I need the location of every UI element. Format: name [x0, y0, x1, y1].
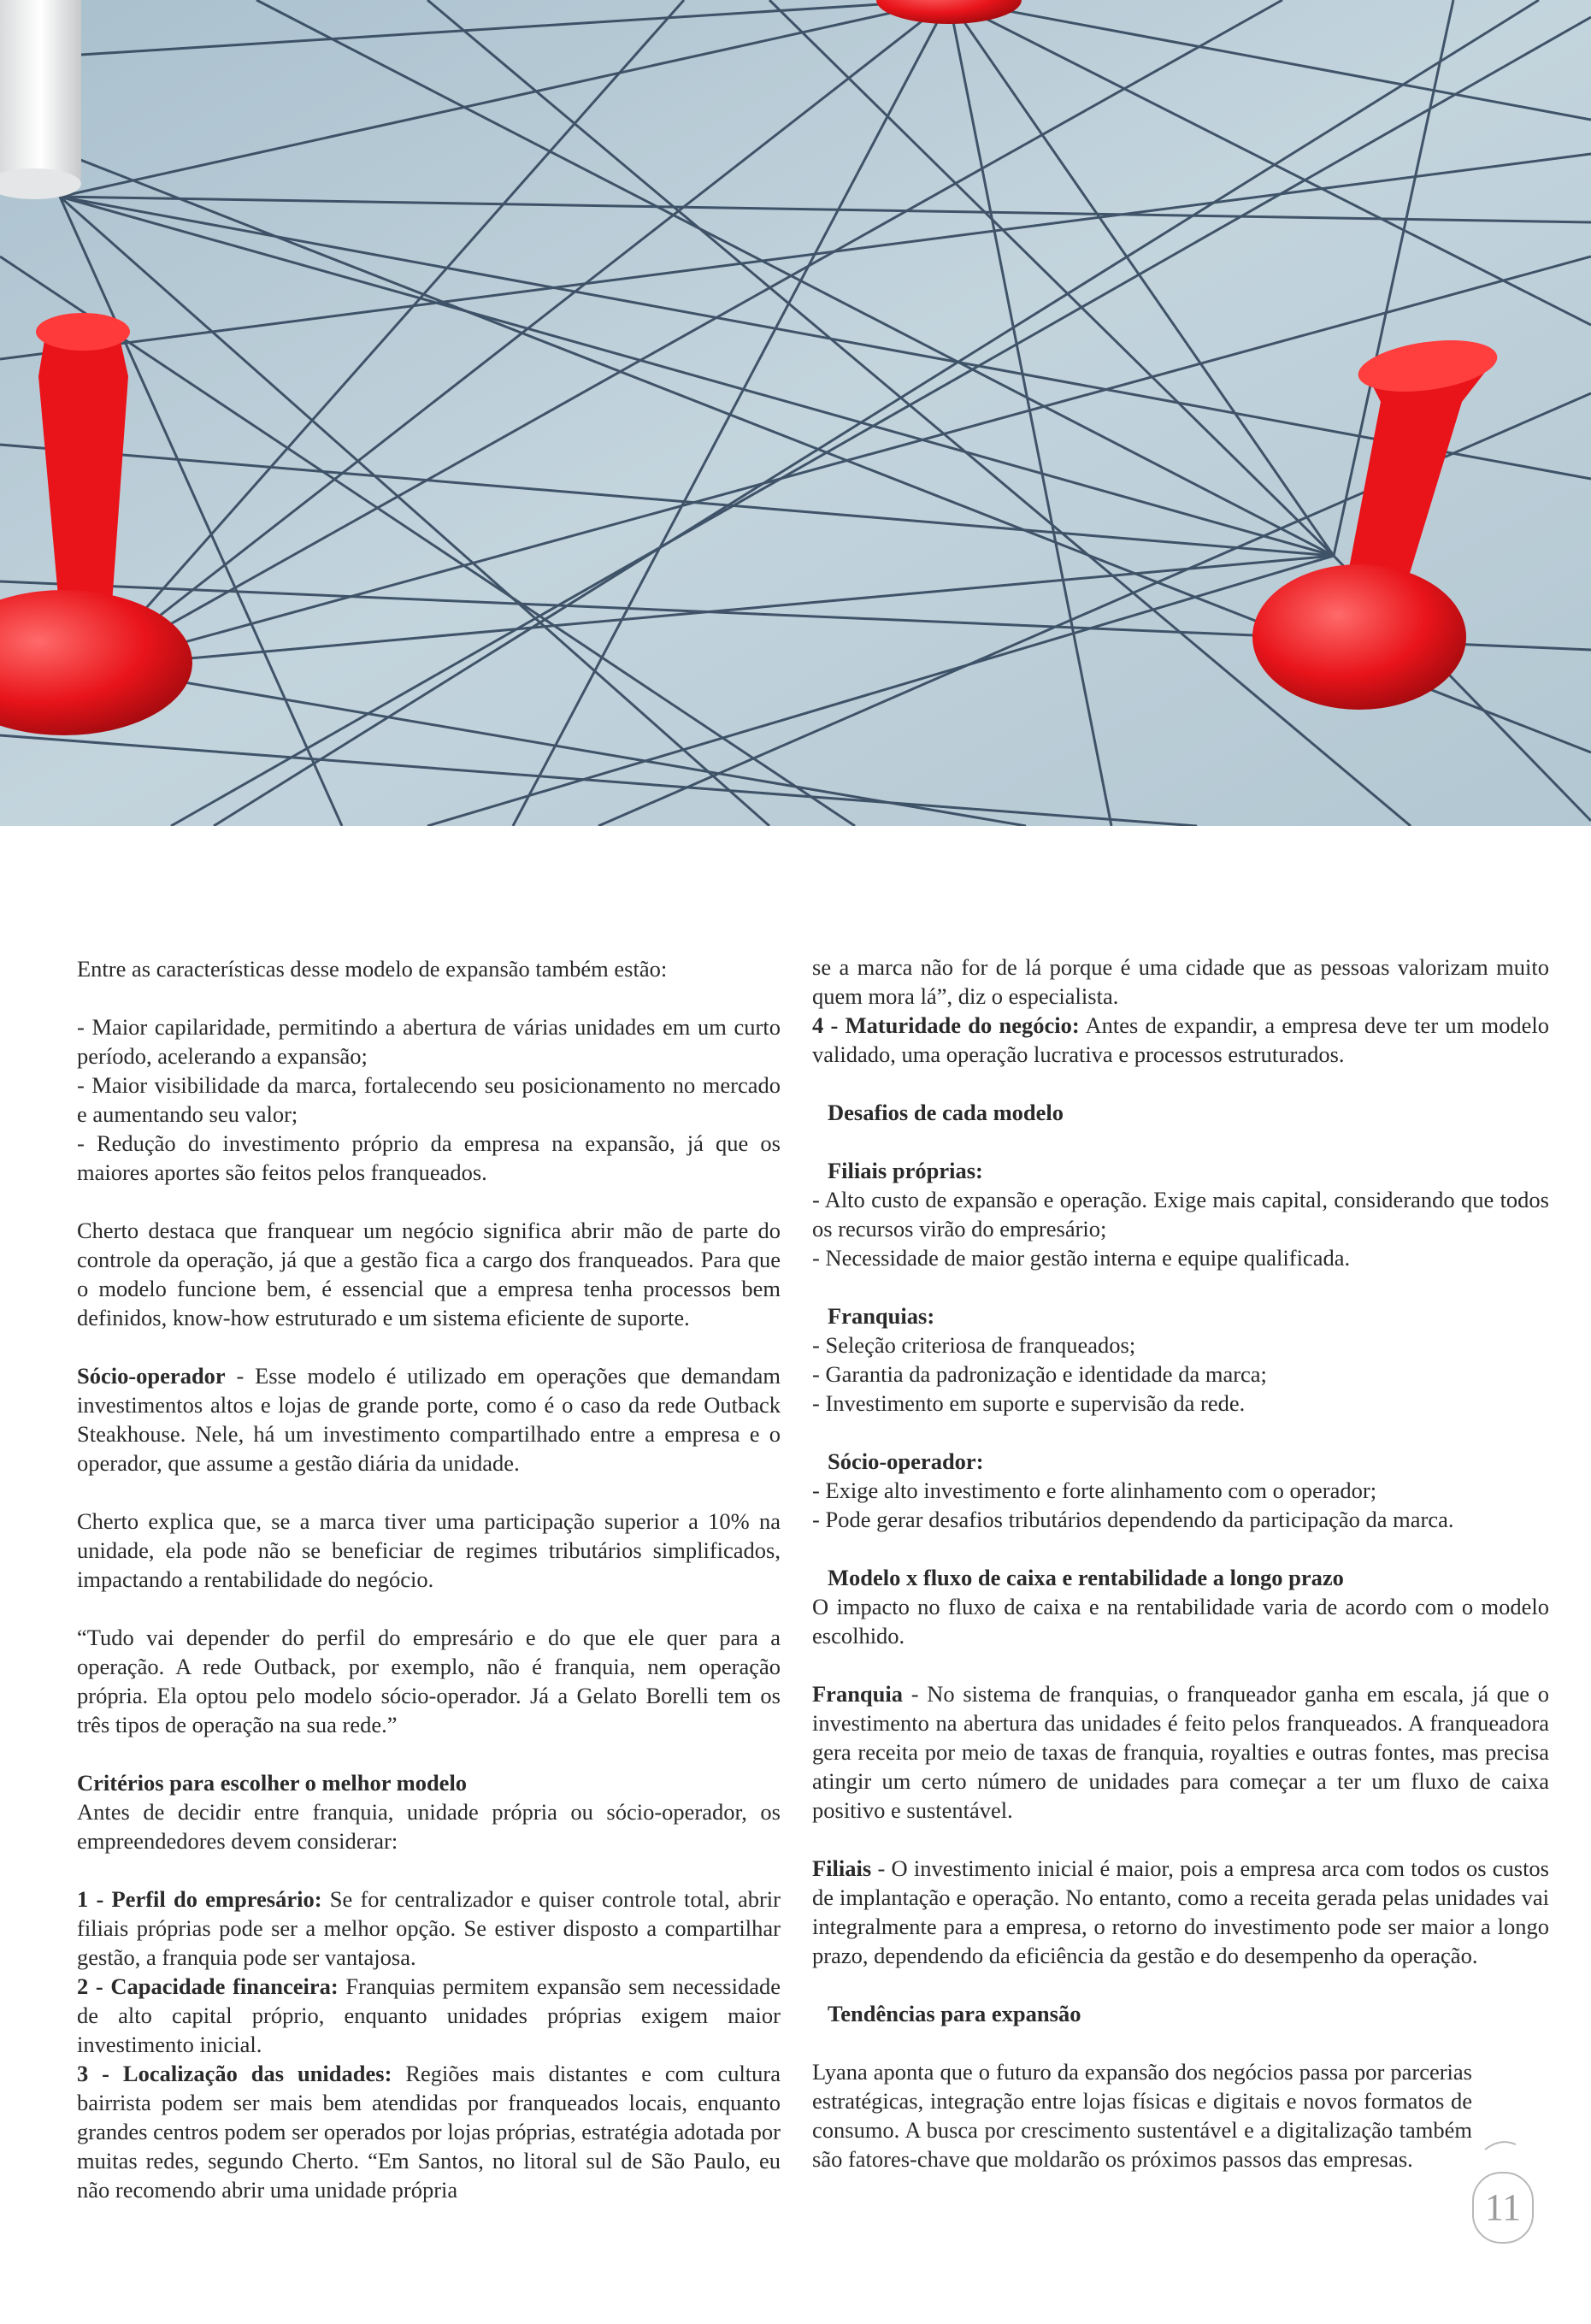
- criterion-2: [77, 1972, 781, 2059]
- list-item: - Necessidade de maior gestão interna e equipe qualificada.: [812, 1245, 1351, 1271]
- criterion-4: [812, 1011, 1549, 1069]
- right-column: [812, 953, 1549, 2174]
- criterion-2-label: 2 - Capacidade financeira:: [77, 1973, 339, 1999]
- hero-image: [0, 0, 1591, 826]
- criterion-2-text: Franquias permitem expansão sem necessidade de alto capital próprio, enquanto unidades próprias exigem maior investimento inicial.: [77, 1973, 781, 2057]
- criterion-4-label: 4 - Maturidade do negócio:: [812, 1012, 1080, 1038]
- list-item: - Garantia da padronização e identidade da marca;: [812, 1361, 1267, 1387]
- heading-filiais-proprias: Filiais próprias:: [828, 1158, 983, 1183]
- heading-socio-operador: Sócio-operador:: [828, 1448, 984, 1474]
- list-item: - Maior capilaridade, permitindo a abertura de várias unidades em um curto período, acelerando a expansão;: [77, 1014, 781, 1069]
- intro-paragraph: Entre as características desse modelo de expansão também estão:: [77, 956, 668, 982]
- heading-tendencias: Tendências para expansão: [828, 2001, 1081, 2026]
- paragraph-filiais: [812, 1854, 1549, 1970]
- page-number: 11: [1472, 2172, 1534, 2244]
- criterion-3-label: 3 - Localização das unidades:: [77, 2061, 392, 2086]
- filiais-text: - O investimento inicial é maior, pois a empresa arca com todos os custos de implantação e operação. No entanto, como a receita gerada pelas unidades vai integralmente para a empresa, o retorno do investimento pode ser maior a longo prazo, dependendo da eficiência da gestão e do desempenho da operação.: [812, 1855, 1549, 1968]
- criterion-4-text: Antes de expandir, a empresa deve ter um modelo validado, uma operação lucrativa e processos estruturados.: [812, 1012, 1549, 1067]
- criterion-1-text: Se for centralizador e quiser controle total, abrir filiais próprias pode ser a melhor opção. Se estiver disposto a compartilhar gestão, a franquia pode ser vantajosa.: [77, 1886, 781, 1970]
- criterion-3-text: Regiões mais distantes e com cultura bairrista podem ser mais bem atendidas por franqueados locais, enquanto grandes centros podem ser operados por lojas próprias, estratégia adotada por muitas redes, segundo Cherto. “Em Santos, no litoral sul de São Paulo, eu não recomendo abrir uma unidade própria: [77, 2061, 781, 2203]
- paragraph-cherto-franquear: Cherto destaca que franquear um negócio significa abrir mão de parte do controle da operação, já que a gestão fica a cargo dos franqueados. Para que o modelo funcione bem, é essencial que a empresa tenha processos bem definidos, know-how estruturado e um sistema eficiente de suporte.: [77, 1218, 781, 1330]
- heading-franquias: Franquias:: [828, 1303, 935, 1329]
- filiais-label: Filiais: [812, 1855, 872, 1881]
- paragraph-socio-operador: [77, 1361, 781, 1478]
- list-item: - Redução do investimento próprio da empresa na expansão, já que os maiores aportes são feitos pelos franqueados.: [77, 1130, 781, 1185]
- socio-operador-text: - Esse modelo é utilizado em operações que demandam investimentos altos e lojas de grande porte, como é o caso da rede Outback Steakhouse. Nele, há um investimento compartilhado entre a empresa e o operador, que assume a gestão diária da unidade.: [77, 1363, 781, 1476]
- criterion-3: [77, 2059, 781, 2204]
- heading-desafios: Desafios de cada modelo: [828, 1100, 1064, 1125]
- heading-fluxo-caixa: Modelo x fluxo de caixa e rentabilidade a longo prazo: [828, 1565, 1344, 1590]
- quote-paragraph: “Tudo vai depender do perfil do empresário e do que ele quer para a operação. A rede Outback, por exemplo, não é franquia, nem operação própria. Ela optou pelo modelo sócio-operador. Já a Gelato Borelli tem os três tipos de operação na sua rede.”: [77, 1625, 781, 1737]
- paragraph-franquia: [812, 1679, 1549, 1825]
- white-pin: [0, 0, 81, 199]
- criterion-1: [77, 1885, 781, 1972]
- paragraph-lyana: Lyana aponta que o futuro da expansão dos negócios passa por parcerias estratégicas, integração entre lojas físicas e digitais e novos formatos de consumo. A busca por crescimento sustentável e a digitalização também são fatores-chave que moldarão os próximos passos das empresas.: [812, 2059, 1472, 2172]
- list-item: - Investimento em suporte e supervisão da rede.: [812, 1390, 1246, 1416]
- paragraph-antes-decidir: Antes de decidir entre franquia, unidade própria ou sócio-operador, os empreendedores devem considerar:: [77, 1799, 781, 1854]
- list-item: - Maior visibilidade da marca, fortalecendo seu posicionamento no mercado e aumentando seu valor;: [77, 1072, 781, 1127]
- list-item: - Seleção criteriosa de franqueados;: [812, 1332, 1136, 1358]
- franquia-label: Franquia: [812, 1681, 904, 1707]
- network-pins-illustration: [0, 0, 1591, 826]
- heading-criterios: Critérios para escolher o melhor modelo: [77, 1770, 468, 1796]
- paragraph-participacao: Cherto explica que, se a marca tiver uma participação superior a 10% na unidade, ela pode não se beneficiar de regimes tributários simplificados, impactando a rentabilidade do negócio.: [77, 1508, 781, 1592]
- franquia-text: - No sistema de franquias, o franqueador ganha em escala, já que o investimento na abertura das unidades é feito pelos franqueados. A franqueadora gera receita por meio de taxas de franquia, royalties e outras fontes, mas precisa atingir um certo número de unidades para começar a ter um fluxo de caixa positivo e sustentável.: [812, 1681, 1549, 1823]
- list-item: - Pode gerar desafios tributários dependendo da participação da marca.: [812, 1507, 1454, 1532]
- paragraph-impacto: O impacto no fluxo de caixa e na rentabilidade varia de acordo com o modelo escolhido.: [812, 1594, 1549, 1649]
- left-column: [77, 954, 781, 2204]
- list-item: - Exige alto investimento e forte alinhamento com o operador;: [812, 1478, 1377, 1503]
- list-item: - Alto custo de expansão e operação. Exige mais capital, considerando que todos os recursos virão do empresário;: [812, 1187, 1549, 1242]
- page-ornament-icon: [1483, 2138, 1517, 2155]
- criterion-1-label: 1 - Perfil do empresário:: [77, 1886, 322, 1912]
- socio-operador-label: Sócio-operador: [77, 1363, 226, 1389]
- continuation-paragraph: se a marca não for de lá porque é uma cidade que as pessoas valorizam muito quem mora lá”, diz o especialista.: [812, 954, 1549, 1009]
